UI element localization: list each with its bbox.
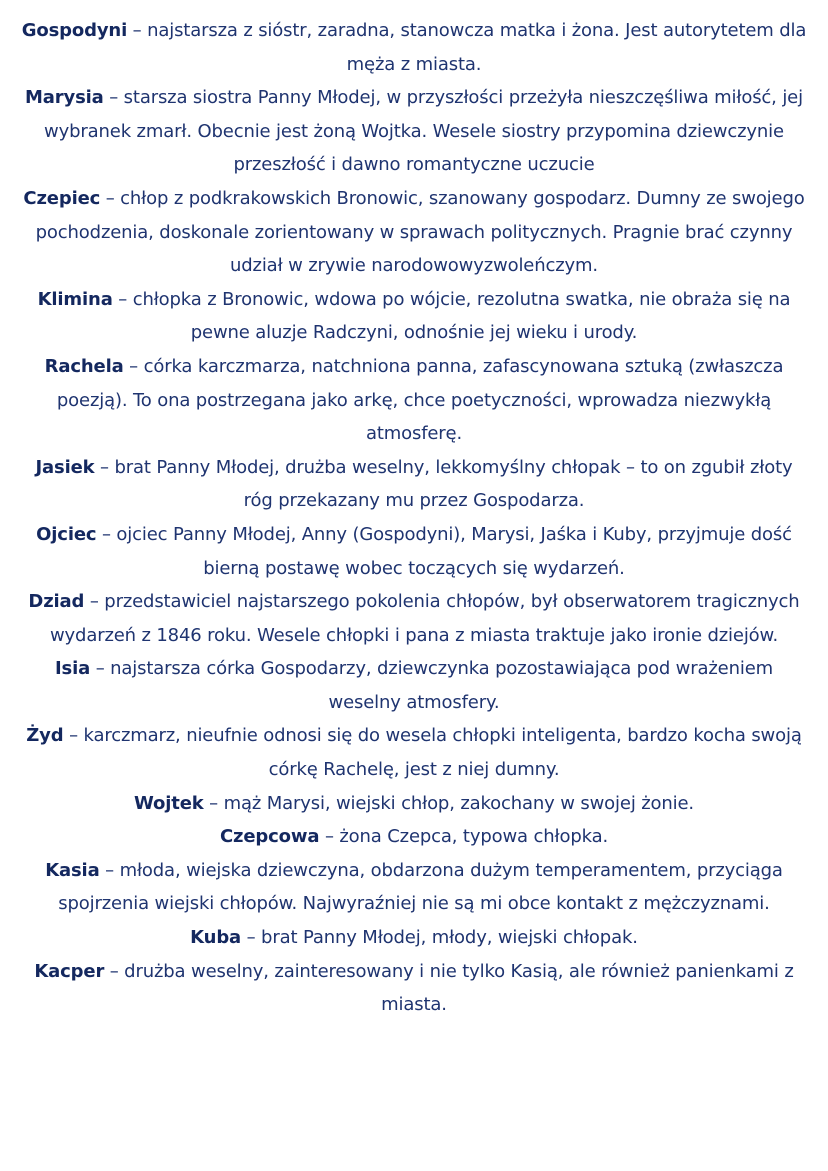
- character-entry-jasiek: [20, 451, 808, 518]
- character-description: – chłop z podkrakowskich Bronowic, szanowany gospodarz. Dumny ze swojego pochodzenia, doskonale zorientowany w sprawach politycznych. Pragnie brać czynny udział w zrywie narodowowyzwoleńczym.: [35, 187, 805, 277]
- character-entry-klimina: [20, 283, 808, 350]
- character-entry-kuba: [20, 921, 808, 955]
- character-name: Kacper: [34, 960, 105, 982]
- character-entry-czepiec: [20, 182, 808, 283]
- character-entry-isia: [20, 652, 808, 719]
- character-entry-gospodyni: [20, 14, 808, 81]
- character-entry-kasia: [20, 854, 808, 921]
- character-name: Ojciec: [36, 523, 97, 545]
- character-entry-ojciec: [20, 518, 808, 585]
- character-name: Wojtek: [133, 792, 204, 814]
- character-entry-dziad: [20, 585, 808, 652]
- character-name: Żyd: [26, 725, 64, 747]
- character-description: – przedstawiciel najstarszego pokolenia chłopów, był obserwatorem tragicznych wydarzeń z 1846 roku. Wesele chłopki i pana z miasta traktuje jako ironie dziejów.: [49, 591, 800, 646]
- character-name: Isia: [54, 658, 91, 680]
- character-description: – mąż Marysi, wiejski chłop, zakochany w swojej żonie.: [203, 792, 695, 814]
- character-name: Kuba: [190, 927, 242, 949]
- character-entry-czepcowa: [20, 820, 808, 854]
- character-description: – córka karczmarza, natchniona panna, zafascynowana sztuką (zwłaszcza poezją). To ona postrzegana jako arkę, chce poetyczności, wprowadza niezwykłą atmosferę.: [56, 355, 784, 445]
- character-name: Dziad: [28, 591, 85, 613]
- character-name: Czepiec: [23, 187, 101, 209]
- character-name: Klimina: [37, 288, 113, 310]
- character-description: – najstarsza z sióstr, zaradna, stanowcza matka i żona. Jest autorytetem dla męża z miasta.: [127, 20, 807, 75]
- character-description: – najstarsza córka Gospodarzy, dziewczynka pozostawiająca pod wrażeniem weselny atmosfery.: [90, 658, 774, 713]
- character-name: Jasiek: [35, 456, 95, 478]
- character-name: Marysia: [25, 87, 104, 109]
- character-description: – karczmarz, nieufnie odnosi się do wesela chłopki inteligenta, bardzo kocha swoją córkę Rachelę, jest z niej dumny.: [63, 725, 802, 781]
- character-name: Czepcowa: [219, 826, 320, 848]
- character-description: – ojciec Panny Młodej, Anny (Gospodyni), Marysi, Jaśka i Kuby, przyjmuje dość bierną postawę wobec toczących się wydarzeń.: [96, 523, 792, 579]
- character-name: Kasia: [45, 859, 100, 881]
- character-description: – starsza siostra Panny Młodej, w przyszłości przeżyła nieszczęśliwa miłość, jej wybranek zmarł. Obecnie jest żoną Wojtka. Wesele siostry przypomina dziewczynie przeszłość i dawno romantyczne uczucie: [44, 87, 803, 176]
- character-name: Rachela: [44, 355, 124, 377]
- character-entry-rachela: [20, 350, 808, 451]
- character-entry-zyd: [20, 719, 808, 786]
- character-name: Gospodyni: [21, 20, 128, 41]
- character-entry-marysia: [20, 81, 808, 182]
- character-description: – młoda, wiejska dziewczyna, obdarzona dużym temperamentem, przyciąga spojrzenia wiejski chłopów. Najwyraźniej nie są mi obce kontakt z mężczyznami.: [58, 859, 783, 915]
- character-description: – chłopka z Bronowic, wdowa po wójcie, rezolutna swatka, nie obraża się na pewne aluzje Radczyni, odnośnie jej wieku i urody.: [112, 288, 791, 344]
- character-entry-wojtek: [20, 787, 808, 821]
- character-entry-kacper: [20, 955, 808, 1022]
- character-description: – brat Panny Młodej, drużba weselny, lekkomyślny chłopak – to on zgubił złoty róg przekazany mu przez Gospodarza.: [94, 456, 793, 512]
- character-description: – żona Czepca, typowa chłopka.: [319, 826, 609, 848]
- character-description: – drużba weselny, zainteresowany i nie tylko Kasią, ale również panienkami z miasta.: [104, 960, 794, 1016]
- character-description: – brat Panny Młodej, młody, wiejski chłopak.: [241, 927, 638, 949]
